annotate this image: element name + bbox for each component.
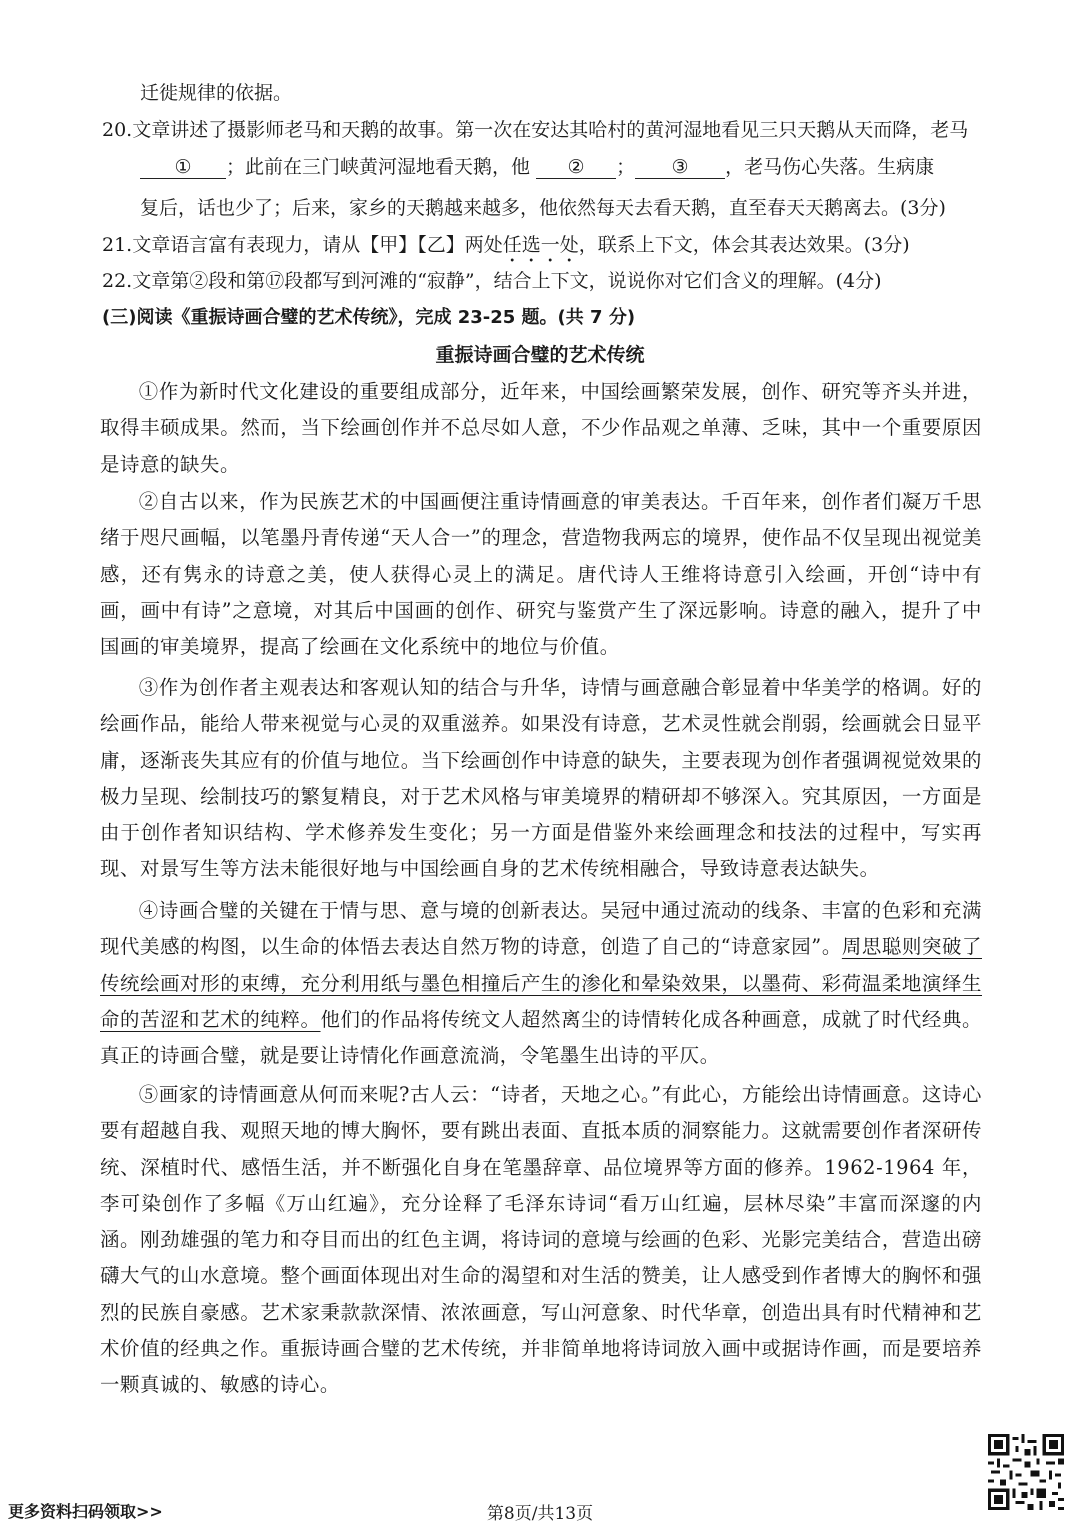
paragraph-5: ⑤画家的诗情画意从何而来呢?古人云：“诗者，天地之心。”有此心，方能绘出诗情画意。这诗心要有超越自我、观照天地的博大胸怀，要有跳出表面、直抵本质的洞察能力。这就需要创作者深研传统、深植时代、感悟生活，并不断强化自身在笔墨辞章、品位境界等方面的修养。1962-1964 年，李可染创作了多幅《万山红遍》，充分诠释了毛泽东诗词“看万山红遍，层林尽染”丰富而深邃的内涵。刚劲雄强的笔力和夺目而出的红色主调，将诗词的意境与绘画的色彩、光影完美结合，营造出磅礴大气的山水意境。整个画面体现出对生命的渴望和对生活的赞美，让人感受到作者博大的胸怀和强烈的民族自豪感。艺术家秉款款深情、浓浓画意，写山河意象、时代华章，创造出具有时代精神和艺术价值的经典之作。重振诗画合璧的艺术传统，并非简单地将诗词放入画中或据诗作画，而是要培养一颗真诚的、敏感的诗心。: [100, 1083, 982, 1397]
question-22: 22.文章第②段和第⑰段都写到河滩的“寂静”，结合上下文，说说你对它们含义的理解。(4分): [102, 270, 882, 292]
question-20-line-3: 复后，话也少了；后来，家乡的天鹅越来越多，他依然每天去看天鹅，直至春天天鹅离去。(3分): [140, 197, 946, 219]
page-number: 第8页/共13页: [486, 1504, 594, 1524]
p4-end: 他们的作品将传统文人超然离尘的诗情转化成各种画意，成就了时代经典。真正的诗画合璧，就是要让诗情化作画意流淌，令笔墨生出诗的平仄。: [100, 1007, 982, 1068]
paragraph-4: [100, 893, 982, 1074]
question-21: [102, 232, 910, 267]
section-heading: (三)阅读《重振诗画合璧的艺术传统》，完成 23-25 题。(共 7 分): [102, 307, 636, 328]
paragraph-1: ①作为新时代文化建设的重要组成部分，近年来，中国绘画繁荣发展，创作、研究等齐头并进，取得丰硕成果。然而，当下绘画创作并不总尽如人意，不少作品观之单薄、乏味，其中一个重要原因是诗意的缺失。: [100, 380, 982, 476]
article-title: 重振诗画合璧的艺术传统: [435, 344, 645, 366]
q20-sep: ；: [616, 156, 636, 178]
q20-mid: ；此前在三门峡黄河湿地看天鹅，他: [226, 156, 531, 178]
q21-a: 21.文章语言富有表现力，请从【甲】【乙】两处: [102, 234, 503, 256]
blank-1: ①: [140, 156, 226, 179]
footer-promo: 更多资料扫码领取>>: [8, 1502, 163, 1521]
p4-underlined: 周思聪则突破了传统绘画对形的束缚，充分利用纸与墨色相撞后产生的渗化和晕染效果，以墨荷、彩荷温柔地演绎生命的苦涩和艺术的纯粹。: [100, 935, 982, 1031]
paragraph-2: ②自古以来，作为民族艺术的中国画便注重诗情画意的审美表达。千百年来，创作者们凝万千思绪于咫尺画幅，以笔墨丹青传递“天人合一”的理念，营造物我两忘的境界，使作品不仅呈现出视觉美感，还有隽永的诗意之美，使人获得心灵上的满足。唐代诗人王维将诗意引入绘画，开创“诗中有画，画中有诗”之意境，对其后中国画的创作、研究与鉴赏产生了深远影响。诗意的融入，提升了中国画的审美境界，提高了绘画在文化系统中的地位与价值。: [100, 490, 982, 659]
p4-start: ④诗画合璧的关键在于情与思、意与境的创新表达。吴冠中通过流动的线条、丰富的色彩和充满现代美感的构图，以生命的体悟去表达自然万物的诗意，创造了自己的“诗意家园”。: [100, 899, 982, 959]
q20-end: ，老马伤心失落。生病康: [725, 156, 935, 178]
qr-code-icon: [988, 1434, 1064, 1510]
paragraph-3: ③作为创作者主观表达和客观认知的结合与升华，诗情与画意融合彰显着中华美学的格调。好的绘画作品，能给人带来视觉与心灵的双重滋养。如果没有诗意，艺术灵性就会削弱，绘画就会日显平庸，逐渐丧失其应有的价值与地位。当下绘画创作中诗意的缺失，主要表现为创作者强调视觉效果的极力呈现、绘制技巧的繁复精良，对于艺术风格与审美境界的精研却不够深入。究其原因，一方面是由于创作者知识结构、学术修养发生变化；另一方面是借鉴外来绘画理念和技法的过程中，写实再现、对景写生等方法未能很好地与中国绘画自身的艺术传统相融合，导致诗意表达缺失。: [100, 676, 982, 881]
question-20-line-2: [140, 154, 934, 180]
blank-3: ③: [635, 156, 725, 179]
q21-dotted: 任选一处: [502, 234, 579, 256]
q21-b: ，联系上下文，体会其表达效果。(3分): [578, 234, 910, 256]
intro-line: 迁徙规律的依据。: [140, 82, 293, 104]
question-20-line-1: 20.文章讲述了摄影师老马和天鹅的故事。第一次在安达其哈村的黄河湿地看见三只天鹅从天而降，老马: [102, 119, 969, 141]
blank-2: ②: [536, 156, 616, 179]
